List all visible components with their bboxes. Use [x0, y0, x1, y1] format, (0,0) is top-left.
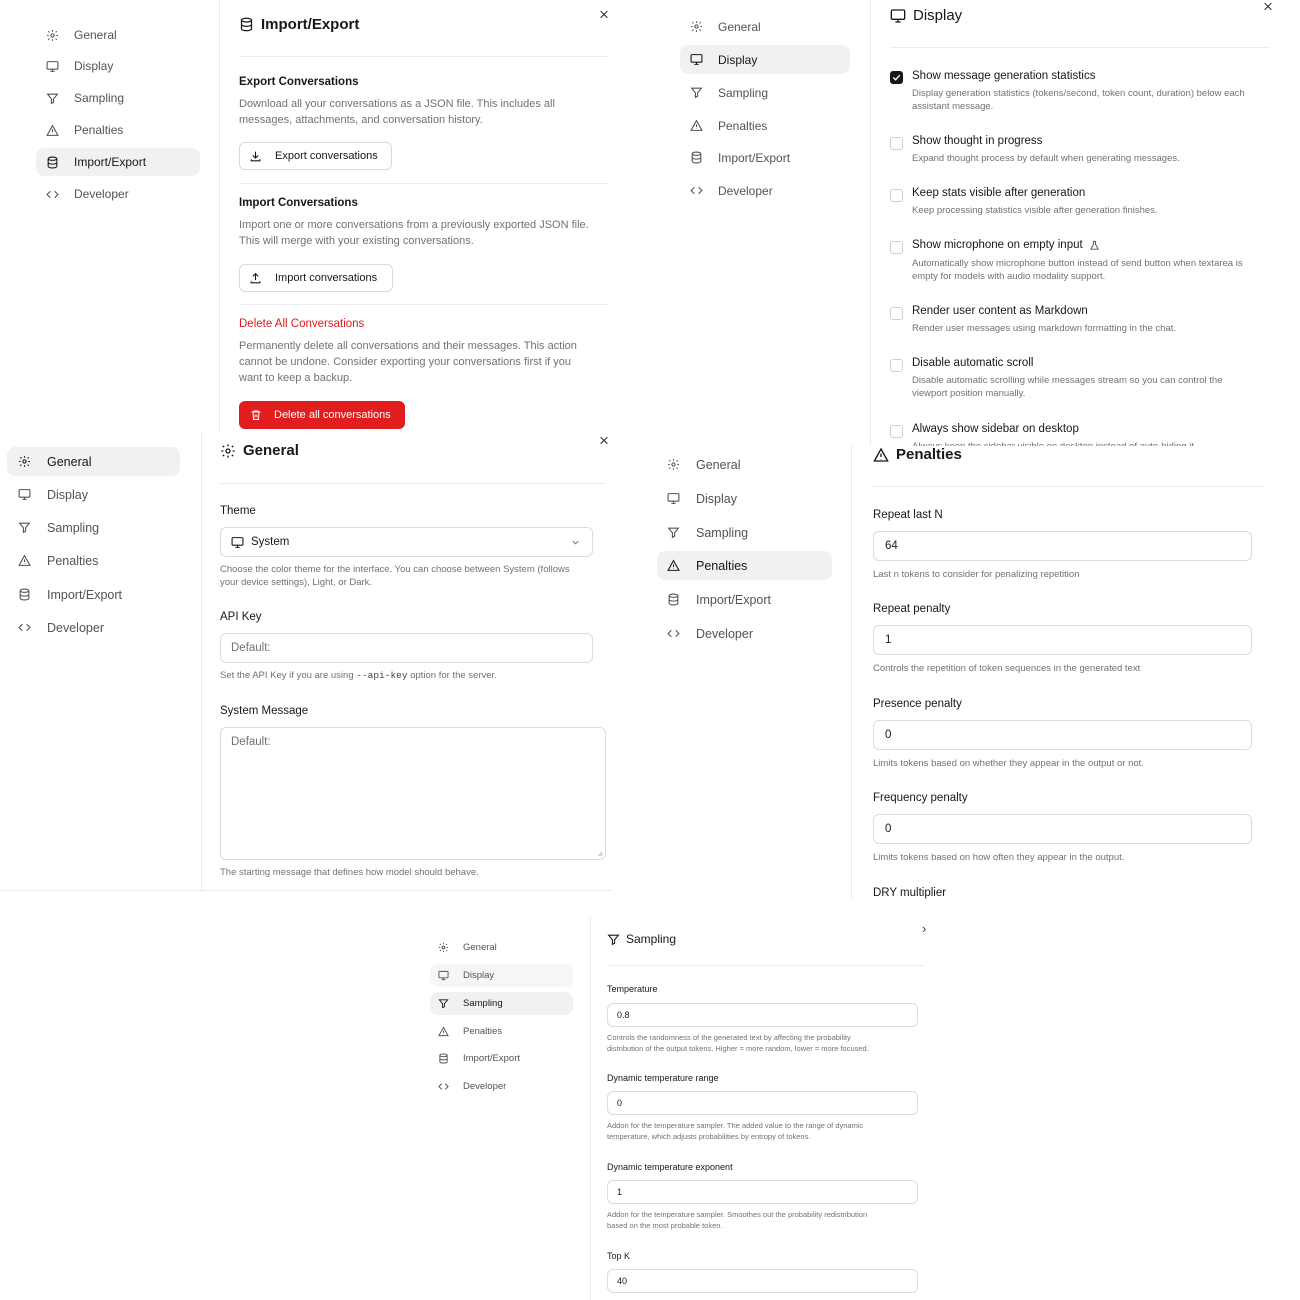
field-label: Presence penalty: [873, 698, 962, 710]
sidebar-item-label: Import/Export: [463, 1053, 521, 1064]
option-description: viewport position manually.: [912, 388, 1026, 399]
export-conversations-button[interactable]: Export conversations: [239, 142, 392, 170]
checkbox[interactable]: [890, 307, 903, 320]
sidebar-item-sampling[interactable]: [7, 513, 180, 542]
option-label: Show thought in progress: [912, 135, 1043, 147]
sidebar-item-label: Sampling: [74, 91, 125, 105]
warning-icon: [438, 1026, 449, 1037]
sidebar-item-display[interactable]: [7, 480, 180, 509]
option-label: Show message generation statistics: [912, 70, 1096, 82]
page-title: Display: [890, 7, 962, 24]
checkbox[interactable]: [890, 189, 903, 202]
number-input[interactable]: 0: [607, 1091, 918, 1115]
delete-description: want to keep a backup.: [239, 372, 353, 384]
sidebar-item-penalties[interactable]: [430, 1020, 573, 1043]
checkbox[interactable]: [890, 425, 903, 438]
download-icon: [249, 150, 262, 163]
sidebar-item-label: Penalties: [47, 553, 99, 568]
api-key-label: API Key: [220, 611, 262, 623]
delete-description: cannot be undone. Consider exporting your conversations first if you: [239, 356, 572, 368]
sidebar-item-display[interactable]: [36, 52, 200, 80]
gear-icon: [667, 458, 680, 471]
delete-description: Permanently delete all conversations and their messages. This action: [239, 340, 577, 352]
sidebar-item-sampling[interactable]: [430, 992, 573, 1015]
monitor-icon: [667, 492, 680, 505]
divider: [239, 56, 609, 57]
divider: [890, 47, 1270, 48]
filter-icon: [18, 521, 31, 534]
sidebar-item-label: Developer: [74, 187, 129, 201]
close-icon[interactable]: ×: [1263, 0, 1273, 16]
chevron-right-icon[interactable]: ›: [922, 921, 927, 936]
checkbox[interactable]: [890, 71, 903, 84]
sidebar-item-general[interactable]: [36, 21, 200, 49]
warning-icon: [873, 447, 889, 463]
export-description: messages, attachments, and conversation history.: [239, 114, 483, 126]
theme-description: your device settings), Light, or Dark.: [220, 577, 373, 588]
system-message-label: System Message: [220, 705, 309, 717]
sidebar-item-label: General: [696, 457, 741, 472]
page-title: Penalties: [873, 446, 962, 463]
code-icon: [46, 188, 59, 201]
monitor-icon: [231, 536, 244, 549]
import-export-panel: [0, 0, 625, 432]
option-description: assistant message.: [912, 101, 994, 112]
page-title: Sampling: [607, 932, 676, 946]
sidebar-item-label: Display: [47, 487, 88, 502]
divider: [873, 486, 1265, 487]
sidebar-item-label: General: [463, 942, 497, 953]
field-label: Repeat penalty: [873, 603, 951, 615]
sidebar-item-label: Import/Export: [696, 592, 772, 607]
field-description: Addon for the temperature sampler. The added value to the range of dynamic: [607, 1121, 864, 1130]
field-label: DRY multiplier: [873, 887, 947, 899]
divider: [239, 304, 609, 305]
database-icon: [690, 151, 703, 164]
field-description: Controls the repetition of token sequences in the generated text: [873, 663, 1141, 674]
sampling-panel: [425, 918, 935, 1300]
sidebar-item-label: General: [74, 28, 117, 42]
sidebar-item-label: Penalties: [696, 558, 748, 573]
sidebar-item-general[interactable]: [657, 450, 832, 479]
field-description: temperature, which adjusts probabilities by entropy of tokens.: [607, 1132, 811, 1141]
option-description: Automatically show microphone button instead of send button when textarea is: [912, 258, 1243, 269]
import-conversations-button[interactable]: Import conversations: [239, 264, 393, 292]
api-key-description: Set the API Key if you are using --api-key option for the server.: [220, 670, 497, 681]
field-description: Addon for the temperature sampler. Smoothes out the probability redistribution: [607, 1210, 868, 1219]
code-icon: [667, 627, 680, 640]
field-description: Limits tokens based on whether they appear in the output or not.: [873, 758, 1144, 769]
sidebar-item-label: General: [718, 19, 761, 34]
number-input[interactable]: 1: [607, 1180, 918, 1204]
warning-icon: [18, 554, 31, 567]
sidebar-item-general[interactable]: [7, 447, 180, 476]
sidebar-item-sampling[interactable]: [657, 518, 832, 547]
number-input[interactable]: 1: [873, 625, 1252, 655]
warning-icon: [667, 559, 680, 572]
sidebar-item-developer[interactable]: [430, 1075, 573, 1098]
number-input[interactable]: 40: [607, 1269, 918, 1293]
sidebar-item-developer[interactable]: [680, 176, 850, 205]
sidebar-item-display[interactable]: [680, 45, 850, 74]
sidebar-item-label: Display: [74, 59, 114, 73]
field-label: Dynamic temperature exponent: [607, 1162, 733, 1172]
sidebar-item-label: Developer: [463, 1081, 507, 1092]
option-description: empty for models with audio modality support.: [912, 271, 1106, 282]
sidebar-item-general[interactable]: [430, 936, 573, 959]
sidebar-item-label: Display: [718, 52, 758, 67]
sidebar-item-import-export[interactable]: [680, 143, 850, 172]
monitor-icon: [18, 488, 31, 501]
sidebar-item-sampling[interactable]: [680, 78, 850, 107]
settings-sidebar: [0, 432, 200, 892]
filter-icon: [438, 998, 449, 1009]
database-icon: [18, 588, 31, 601]
field-description: Last n tokens to consider for penalizing repetition: [873, 569, 1080, 580]
api-key-input[interactable]: Default:: [220, 633, 593, 663]
filter-icon: [690, 86, 703, 99]
page-title: Import/Export: [239, 16, 359, 33]
filter-icon: [46, 92, 59, 105]
sidebar-item-display[interactable]: [430, 964, 573, 987]
sidebar-item-import-export[interactable]: [430, 1047, 573, 1070]
sidebar-item-label: Developer: [47, 620, 104, 635]
option-description: Render user messages using markdown formatting in the chat.: [912, 323, 1177, 334]
field-description: Controls the randomness of the generated text by affecting the probability: [607, 1033, 851, 1042]
code-icon: [690, 184, 703, 197]
settings-sidebar: [425, 918, 590, 1300]
import-description: Import one or more conversations from a previously exported JSON file.: [239, 219, 589, 231]
theme-select[interactable]: System: [220, 527, 593, 557]
export-description: Download all your conversations as a JSON file. This includes all: [239, 98, 555, 110]
export-heading: Export Conversations: [239, 76, 359, 88]
resize-handle-icon[interactable]: [596, 850, 603, 857]
sidebar-item-label: Developer: [696, 626, 753, 641]
option-description: Expand thought process by default when generating messages.: [912, 153, 1180, 164]
import-heading: Import Conversations: [239, 197, 358, 209]
database-icon: [438, 1053, 449, 1064]
divider: [590, 918, 591, 1300]
option-description: Disable automatic scrolling while messages stream so you can control the: [912, 375, 1223, 386]
number-input[interactable]: 0.8: [607, 1003, 918, 1027]
option-label: Render user content as Markdown: [912, 305, 1088, 317]
sidebar-item-label: Sampling: [463, 998, 503, 1009]
monitor-icon: [438, 970, 449, 981]
field-label: Top K: [607, 1251, 631, 1261]
sidebar-item-general[interactable]: [680, 12, 850, 41]
sidebar-item-label: Sampling: [696, 525, 749, 540]
gear-icon: [46, 29, 59, 42]
warning-icon: [690, 119, 703, 132]
sidebar-item-label: Penalties: [463, 1026, 503, 1037]
sidebar-item-label: Developer: [718, 183, 773, 198]
theme-description: Choose the color theme for the interface. You can choose between System (follows: [220, 564, 570, 575]
number-input[interactable]: 0: [873, 720, 1252, 750]
gear-icon: [690, 20, 703, 33]
settings-sidebar: [650, 446, 850, 900]
system-message-textarea[interactable]: Default:: [220, 727, 606, 860]
database-icon: [239, 17, 254, 32]
divider: [0, 890, 613, 891]
sidebar-item-import-export[interactable]: [36, 148, 200, 176]
option-description: Keep processing statistics visible after generation finishes.: [912, 205, 1158, 216]
sidebar-item-developer[interactable]: [7, 613, 180, 642]
sidebar-item-display[interactable]: [657, 484, 832, 513]
sidebar-item-sampling[interactable]: [36, 84, 200, 112]
upload-icon: [249, 272, 262, 285]
monitor-icon: [690, 53, 703, 66]
checkbox[interactable]: [890, 241, 903, 254]
sidebar-item-penalties[interactable]: [680, 111, 850, 140]
sidebar-item-label: Sampling: [718, 85, 769, 100]
sidebar-item-label: Import/Export: [47, 587, 123, 602]
sidebar-item-penalties[interactable]: [36, 116, 200, 144]
sidebar-item-penalties[interactable]: [657, 551, 832, 580]
divider: [220, 483, 606, 484]
field-description: based on the most probable token.: [607, 1221, 723, 1230]
number-input[interactable]: 0: [873, 814, 1252, 844]
sidebar-item-label: Sampling: [47, 520, 100, 535]
code-icon: [18, 621, 31, 634]
close-icon[interactable]: ×: [599, 431, 609, 450]
divider: [607, 965, 925, 966]
sidebar-item-label: General: [47, 454, 92, 469]
sidebar-item-label: Penalties: [74, 123, 124, 137]
divider: [851, 446, 852, 900]
system-message-description: The starting message that defines how model should behave.: [220, 867, 479, 878]
divider: [201, 432, 202, 892]
sidebar-item-label: Import/Export: [74, 155, 147, 169]
general-panel: [0, 432, 625, 892]
penalties-panel: [650, 446, 1300, 900]
check-icon: [891, 72, 902, 83]
filter-icon: [667, 526, 680, 539]
import-description: This will merge with your existing conversations.: [239, 235, 474, 247]
checkbox[interactable]: [890, 137, 903, 150]
close-icon[interactable]: ×: [599, 5, 609, 24]
divider: [239, 183, 609, 184]
field-label: Temperature: [607, 984, 658, 994]
delete-heading: Delete All Conversations: [239, 318, 365, 330]
code-icon: [438, 1081, 449, 1092]
checkbox[interactable]: [890, 359, 903, 372]
sidebar-item-import-export[interactable]: [657, 585, 832, 614]
sidebar-item-label: Import/Export: [718, 150, 791, 165]
monitor-icon: [890, 8, 906, 24]
divider: [219, 0, 220, 432]
option-label: Always show sidebar on desktop: [912, 423, 1079, 435]
gear-icon: [438, 942, 449, 953]
page-title: General: [220, 442, 299, 459]
field-label: Frequency penalty: [873, 792, 968, 804]
filter-icon: [607, 933, 620, 946]
trash-icon: [250, 409, 262, 421]
gear-icon: [220, 443, 236, 459]
sidebar-item-developer[interactable]: [657, 619, 832, 648]
option-description: Display generation statistics (tokens/second, token count, duration) below each: [912, 88, 1245, 99]
sidebar-item-import-export[interactable]: [7, 580, 180, 609]
divider: [870, 0, 871, 446]
sidebar-item-developer[interactable]: [36, 180, 200, 208]
field-description: distribution of the output tokens. Higher = more random, lower = more focused.: [607, 1044, 869, 1053]
warning-icon: [46, 124, 59, 137]
sidebar-item-label: Display: [463, 970, 495, 981]
option-label: Disable automatic scroll: [912, 357, 1034, 369]
display-panel: [650, 0, 1300, 446]
number-input[interactable]: 64: [873, 531, 1252, 561]
sidebar-item-label: Penalties: [718, 118, 768, 133]
field-description: Limits tokens based on how often they appear in the output.: [873, 852, 1125, 863]
monitor-icon: [46, 60, 59, 73]
option-label: Keep stats visible after generation: [912, 187, 1086, 199]
gear-icon: [18, 455, 31, 468]
field-label: Dynamic temperature range: [607, 1073, 719, 1083]
database-icon: [667, 593, 680, 606]
settings-sidebar: [0, 0, 218, 432]
flask-icon: [1089, 240, 1100, 251]
sidebar-item-label: Display: [696, 491, 737, 506]
sidebar-item-penalties[interactable]: [7, 546, 180, 575]
database-icon: [46, 156, 59, 169]
option-label: Show microphone on empty input: [912, 239, 1100, 251]
settings-sidebar: [650, 0, 868, 446]
chevron-down-icon: [570, 537, 581, 548]
theme-label: Theme: [220, 505, 256, 517]
delete-all-conversations-button[interactable]: Delete all conversations: [239, 401, 405, 429]
field-label: Repeat last N: [873, 509, 943, 521]
